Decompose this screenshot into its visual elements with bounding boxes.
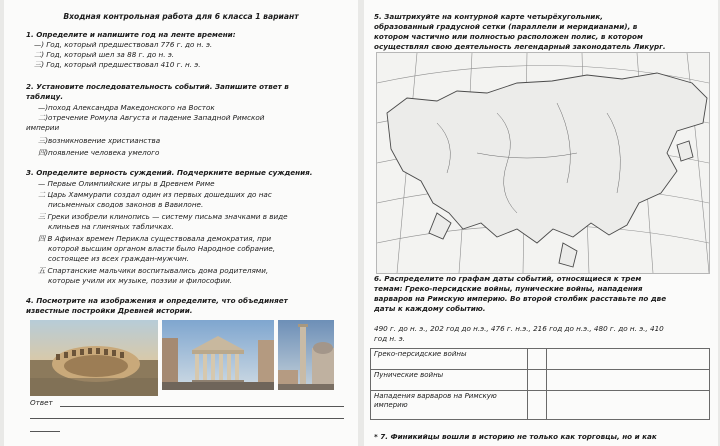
q5-text: образованный градусной сетки (параллели и меридианами), в: [374, 22, 638, 31]
right-worksheet-page: [364, 0, 718, 446]
q3-item-cont: которой высшим органом власти было Народное собрание,: [48, 244, 276, 253]
table-cell-answer[interactable]: [547, 370, 710, 391]
q6-text: варваров на Римскую империю. Во второй столбик расставьте по две: [374, 294, 667, 303]
table-cell-topic: Пунические войны: [371, 370, 528, 391]
table-row: [371, 370, 710, 391]
q2-item: —)поход Александра Македонского на Восток: [38, 103, 215, 112]
q3-item-cont: которые учили их музыке, поэзии и философии.: [48, 276, 233, 285]
q6-dates: 490 г. до н. э., 202 год до н.э., 476 г. н.э., 216 год до н.э., 480 г. до н. э., 410: [374, 324, 664, 333]
q3-item: 三 Греки изобрели клинопись — систему письма значками в виде: [38, 212, 288, 221]
q1-item: 三) Год, который предшествовал 410 г. н. э.: [34, 60, 201, 69]
q6-text: 6. Распределите по графам даты событий, относящиеся к трем: [374, 274, 642, 283]
q1-item: —) Год, который предшествовал 776 г. до н. э.: [34, 40, 213, 49]
q2-heading-cont: таблицу.: [26, 92, 64, 101]
table-cell-answer[interactable]: [528, 349, 547, 370]
table-row: [371, 391, 710, 420]
q1-item: 二) Год, который шел за 88 г. до н. э.: [34, 50, 175, 59]
table-cell-answer[interactable]: [547, 391, 710, 420]
q2-heading: 2. Установите последовательность событий. Запишите ответ в: [26, 82, 289, 91]
q3-item-cont: клиньев на глиняных табличках.: [48, 222, 174, 231]
q2-item: 四)появление человека умелого: [38, 148, 160, 157]
table-cell-topic: Греко-персидские войны: [371, 349, 528, 370]
q5-text: 5. Заштрихуйте на контурной карте четырёхугольник,: [374, 12, 603, 21]
answer-line: [30, 418, 344, 419]
q5-text: осуществлял свою деятельность легендарный законодатель Ликург.: [374, 42, 666, 51]
q3-heading: 3. Определите верность суждений. Подчеркните верные суждения.: [26, 168, 313, 177]
q6-dates-cont: год н. э.: [374, 334, 405, 343]
q2-item: 三)возникновение христианства: [38, 136, 161, 145]
table-cell-answer[interactable]: [528, 391, 547, 420]
q6-text: темам: Греко-персидские войны, пунические войны, нападения: [374, 284, 643, 293]
q4-heading-cont: известные постройки Древней истории.: [26, 306, 193, 315]
q4-heading: 4. Посмотрите на изображения и определите, что объединяет: [26, 296, 288, 305]
q3-item: 四 В Афинах времен Перикла существовала демократия, при: [38, 234, 272, 243]
table-row: [371, 349, 710, 370]
q3-item: 二 Царь Хаммурапи создал один из первых дошедших до нас: [38, 190, 272, 199]
q2-item-cont: империи: [26, 123, 60, 132]
table-cell-topic: Нападения варваров на Римскую империю: [371, 391, 528, 420]
q5-text: котором частично или полностью расположен полис, в котором: [374, 32, 643, 41]
dates-table: [370, 348, 710, 420]
colosseum-photo: [30, 320, 158, 396]
contour-map: [376, 52, 710, 274]
q3-item-cont: письменных сводов законов в Вавилоне.: [48, 200, 204, 209]
q3-item-cont: состоящее из всех граждан-мужчин.: [48, 254, 189, 263]
trajan-column-photo: [278, 320, 334, 390]
q6-text: даты к каждому событию.: [374, 304, 486, 313]
q2-item: 二)отречение Ромула Августа и падение Западной Римской: [38, 113, 265, 122]
worksheet-title: Входная контрольная работа для 6 класса 1 вариант: [63, 12, 299, 21]
q7-text: * 7. Финикийцы вошли в историю не только как торговцы, но и как: [374, 432, 657, 441]
answer-line: [60, 406, 344, 407]
q3-item: 五 Спартанские мальчики воспитывались дома родителями,: [38, 266, 269, 275]
pantheon-photo: [162, 320, 274, 390]
left-worksheet-page: [4, 0, 358, 446]
table-cell-answer[interactable]: [528, 370, 547, 391]
table-cell-answer[interactable]: [547, 349, 710, 370]
answer-label: Ответ: [30, 398, 53, 407]
answer-line: [30, 431, 60, 432]
q1-heading: 1. Определите и напишите год на ленте времени:: [26, 30, 236, 39]
q3-item: — Первые Олимпийские игры в Древнем Риме: [38, 179, 215, 188]
